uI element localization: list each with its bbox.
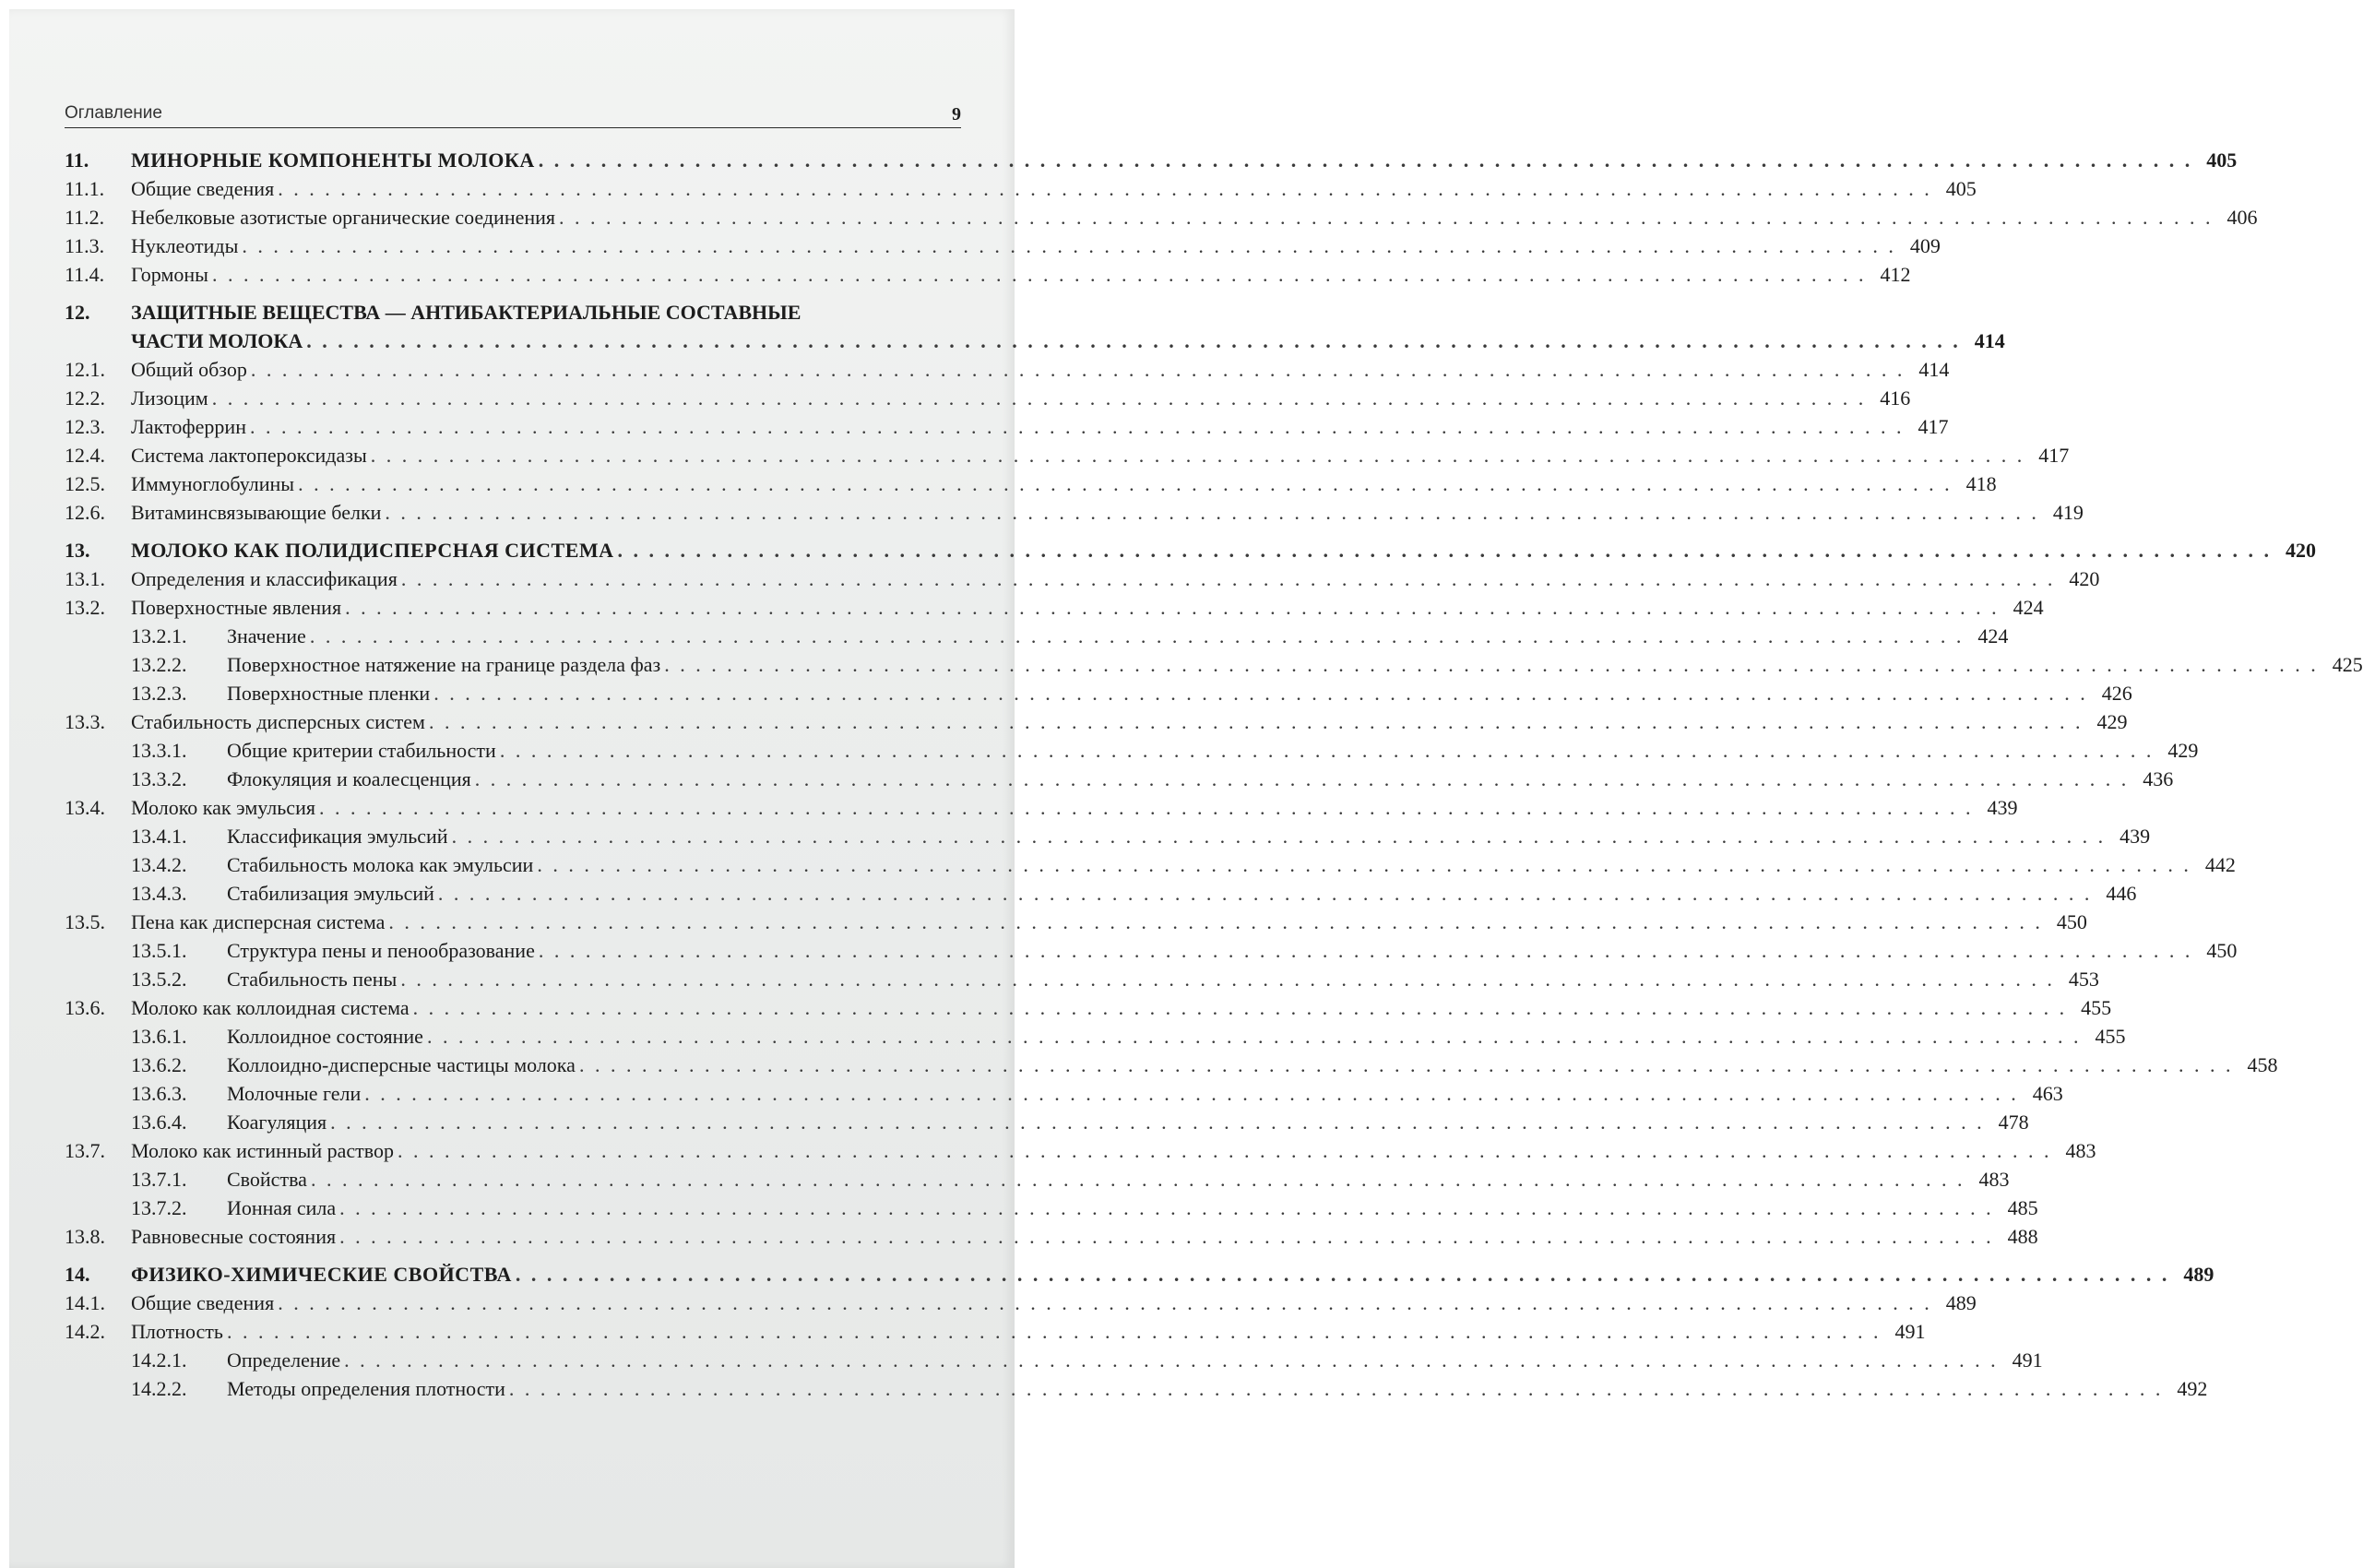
entry-number: 14.1.	[65, 1291, 105, 1314]
dot-leader: . . . . . . . . . . . . . . . . . . . . . . . . . . . . . . . . . . . . . . . . . . . . . . . . . . . . . . . . . . . . . . . . . . . . . . . . . . . . . . . . . . . . . . . . . . . . . . . . . . . . . . . . . .	[559, 206, 2214, 229]
page-ref: 491	[2012, 1348, 2043, 1372]
toc-subentry	[65, 1108, 2029, 1136]
entry-title: Поверхностные пленки	[227, 682, 431, 705]
page-ref: 450	[2056, 910, 2087, 933]
toc-subentry	[65, 1079, 2063, 1108]
entry-number: 13.8.	[65, 1225, 105, 1248]
dot-leader: . . . . . . . . . . . . . . . . . . . . . . . . . . . . . . . . . . . . . . . . . . . . . . . . . . . . . . . . . . . . . . . . . . . . . . . . . . . . . . . . . . . . . . . . . . . . . . . . . . . . . . . . . .	[426, 1025, 2082, 1048]
dot-leader: . . . . . . . . . . . . . . . . . . . . . . . . . . . . . . . . . . . . . . . . . . . . . . . . . . . . . . . . . . . . . . . . . . . . . . . . . . . . . . . . . . . . . . . . . . . . . . . . . . . . . . . . . .	[412, 996, 2068, 1019]
entry-number: 13.7.2.	[131, 1196, 187, 1219]
toc-entry	[65, 355, 1950, 384]
entry-title: Свойства	[227, 1168, 307, 1191]
page-ref: 483	[2065, 1139, 2096, 1162]
entry-title: Определения и классификация	[131, 567, 398, 590]
chapter-title: МИНОРНЫЕ КОМПОНЕНТЫ МОЛОКА	[131, 148, 535, 172]
entry-title: Коллоидно-дисперсные частицы молока	[227, 1053, 576, 1076]
dot-leader: . . . . . . . . . . . . . . . . . . . . . . . . . . . . . . . . . . . . . . . . . . . . . . . . . . . . . . . . . . . . . . . . . . . . . . . . . . . . . . . . . . . . . . . . . . . . . . . . . . . . . . . . . .	[211, 386, 1867, 410]
page-ref: 463	[2032, 1082, 2063, 1105]
dot-leader: . . . . . . . . . . . . . . . . . . . . . . . . . . . . . . . . . . . . . . . . . . . . . . . . . . . . . . . . . . . . . . . . . . . . . . . . . . . . . . . . . . . . . . . . . . . . . . . . . . . . . . . . . .	[309, 624, 1965, 647]
page-ref: 424	[1977, 624, 2009, 647]
page-ref: 439	[2120, 825, 2151, 848]
entry-number: 13.4.3.	[131, 882, 187, 905]
page-ref: 420	[2286, 539, 2317, 562]
chapter-title: ФИЗИКО-ХИМИЧЕСКИЕ СВОЙСТВА	[131, 1263, 512, 1286]
dot-leader: . . . . . . . . . . . . . . . . . . . . . . . . . . . . . . . . . . . . . . . . . . . . . . . . . . . . . . . . . . . . . . . . . . . . . . . . . . . . . . . . . . . . . . . . . . . . . . . . . . . . . . . . . .	[428, 710, 2084, 733]
entry-title: Общие сведения	[131, 177, 275, 200]
dot-leader: . . . . . . . . . . . . . . . . . . . . . . . . . . . . . . . . . . . . . . . . . . . . . . . . . . . . . . . . . . . . . . . . . . . . . . . . . . . . . . . . . . . . . . . . . . . . . . . . . . . . . . . . . .	[508, 1377, 2164, 1400]
toc-entry	[65, 908, 2087, 936]
entry-number: 13.6.1.	[131, 1025, 187, 1048]
entry-title: Плотность	[131, 1320, 223, 1343]
table-of-contents	[65, 146, 2363, 1403]
dot-leader: . . . . . . . . . . . . . . . . . . . . . . . . . . . . . . . . . . . . . . . . . . . . . . . . . . . . . . . . . . . . . . . . . . . . . . . . . . . . . . . . . . . . . . . . . . . . . . . . . . . . . . . . . .	[242, 234, 1896, 257]
entry-number: 13.2.2.	[131, 653, 187, 676]
dot-leader: . . . . . . . . . . . . . . . . . . . . . . . . . . . . . . . . . . . . . . . . . . . . . . . . . . . . . . . . . . . . . . . . . . . . . . . . . . . . . . . . . . . . . . . . . . . . . . . . . . . . . . . . . .	[345, 596, 2000, 619]
dot-leader: . . . . . . . . . . . . . . . . . . . . . . . . . . . . . . . . . . . . . . . . . . . . . . . . . . . . . . . . . . . . . . . . . . . . . . . . . . . . . . . . . . . . . . . . . . . . . . . . . . . . . . . . . .	[617, 539, 2273, 562]
page-ref: 491	[1894, 1320, 1926, 1343]
entry-title: Молоко как эмульсия	[131, 796, 315, 819]
entry-title: Классификация эмульсий	[227, 825, 448, 848]
page-ref: 424	[2013, 596, 2044, 619]
page-ref: 414	[1918, 358, 1950, 381]
page-ref: 405	[1945, 177, 1977, 200]
page-ref: 406	[2226, 206, 2258, 229]
toc-subentry	[65, 622, 2009, 650]
toc-entry	[65, 993, 2112, 1022]
entry-title: Пена как дисперсная система	[131, 910, 386, 933]
entry-title: Равновесные состояния	[131, 1225, 337, 1248]
toc-chapter-13	[65, 536, 2317, 564]
page-ref: 489	[1945, 1291, 1977, 1314]
entry-number: 13.4.2.	[131, 853, 187, 876]
entry-number: 13.5.1.	[131, 939, 187, 962]
page-ref: 417	[2038, 444, 2070, 467]
entry-title: Флокуляция и коалесценция	[227, 767, 471, 790]
toc-entry	[65, 469, 1997, 498]
toc-entry	[65, 593, 2044, 622]
entry-number: 14.2.1.	[131, 1348, 187, 1372]
toc-entry	[65, 384, 1911, 412]
toc-entry	[65, 1222, 2038, 1251]
toc-entry	[65, 793, 2018, 822]
toc-entry	[65, 203, 2258, 232]
dot-leader: . . . . . . . . . . . . . . . . . . . . . . . . . . . . . . . . . . . . . . . . . . . . . . . . . . . . . . . . . . . . . . . . . . . . . . . . . . . . . . . . . . . . . . . . . . . . . . . . . . . . . . . . . .	[433, 682, 2088, 705]
book-page	[9, 9, 2363, 1568]
page-ref: 419	[2052, 501, 2084, 524]
dot-leader: . . . . . . . . . . . . . . . . . . . . . . . . . . . . . . . . . . . . . . . . . . . . . . . . . . . . . . . . . . . . . . . . . . . . . . . . . . . . . . . . . . . . . . . . . . . . . . . . . . . . . . . . . .	[664, 653, 2319, 676]
entry-number: 13.3.1.	[131, 739, 187, 762]
entry-title: Молочные гели	[227, 1082, 362, 1105]
entry-title: Стабильность дисперсных систем	[131, 710, 425, 733]
dot-leader: . . . . . . . . . . . . . . . . . . . . . . . . . . . . . . . . . . . . . . . . . . . . . . . . . . . . . . . . . . . . . . . . . . . . . . . . . . . . . . . . . . . . . . . . . . . . . . . . . . . . . . . . . .	[211, 263, 1867, 286]
dot-leader: . . . . . . . . . . . . . . . . . . . . . . . . . . . . . . . . . . . . . . . . . . . . . . . . . . . . . . . . . . . . . . . . . . . . . . . . . . . . . . . . . . . . . . . . . . . . . . . . . . . . . . . . . .	[400, 968, 2055, 991]
entry-title: Определение	[227, 1348, 341, 1372]
entry-title: Поверхностные явления	[131, 596, 342, 619]
entry-number: 11.2.	[65, 206, 105, 229]
toc-entry	[65, 564, 2100, 593]
page-ref: 442	[2204, 853, 2236, 876]
chapter-title-line1: ЗАЩИТНЫЕ ВЕЩЕСТВА — АНТИБАКТЕРИАЛЬНЫЕ СОСТАВНЫЕ	[131, 301, 802, 324]
toc-entry	[65, 174, 1977, 203]
toc-subentry	[65, 1194, 2038, 1222]
page-ref: 478	[1998, 1111, 2029, 1134]
toc-entry	[65, 412, 1949, 441]
page-ref: 420	[2069, 567, 2100, 590]
entry-title: Стабильность молока как эмульсии	[227, 853, 534, 876]
dot-leader: . . . . . . . . . . . . . . . . . . . . . . . . . . . . . . . . . . . . . . . . . . . . . . . . . . . . . . . . . . . . . . . . . . . . . . . . . . . . . . . . . . . . . . . . . . . . . . . . . . . . . . . . . .	[278, 1291, 1932, 1314]
page-ref: 425	[2332, 653, 2363, 676]
entry-number: 13.7.1.	[131, 1168, 187, 1191]
entry-title: Иммуноглобулины	[131, 472, 295, 495]
toc-subentry	[65, 1051, 2278, 1079]
chapter-number: 13.	[65, 539, 90, 562]
dot-leader: . . . . . . . . . . . . . . . . . . . . . . . . . . . . . . . . . . . . . . . . . . . . . . . . . . . . . . . . . . . . . . . . . . . . . . . . . . . . . . . . . . . . . . . . . . . . . . . . . . . . . . . . . .	[398, 1139, 2052, 1162]
entry-number: 11.3.	[65, 234, 105, 257]
entry-number: 13.7.	[65, 1139, 105, 1162]
entry-title: Методы определения плотности	[227, 1377, 505, 1400]
dot-leader: . . . . . . . . . . . . . . . . . . . . . . . . . . . . . . . . . . . . . . . . . . . . . . . . . . . . . . . . . . . . . . . . . . . . . . . . . . . . . . . . . . . . . . . . . . . . . . . . . . . . . . . . . .	[451, 825, 2107, 848]
dot-leader: . . . . . . . . . . . . . . . . . . . . . . . . . . . . . . . . . . . . . . . . . . . . . . . . . . . . . . . . . . . . . . . . . . . . . . . . . . . . . . . . . . . . . . . . . . . . . . . . . . . . . . . . . .	[278, 177, 1932, 200]
page-ref: 492	[2177, 1377, 2208, 1400]
page-ref: 455	[2081, 996, 2112, 1019]
entry-title: Стабилизация эмульсий	[227, 882, 434, 905]
entry-number: 13.5.	[65, 910, 105, 933]
toc-subentry	[65, 936, 2238, 965]
entry-title: Коагуляция	[227, 1111, 327, 1134]
toc-entry	[65, 260, 1911, 289]
page-ref: 455	[2095, 1025, 2126, 1048]
entry-title: Стабильность пены	[227, 968, 398, 991]
page-ref: 453	[2068, 968, 2099, 991]
entry-number: 14.2.2.	[131, 1377, 187, 1400]
entry-number: 14.2.	[65, 1320, 105, 1343]
page-ref: 446	[2106, 882, 2137, 905]
dot-leader: . . . . . . . . . . . . . . . . . . . . . . . . . . . . . . . . . . . . . . . . . . . . . . . . . . . . . . . . . . . . . . . . . . . . . . . . . . . . . . . . . . . . . . . . . . . . . . . . . . . . . . . . . .	[250, 358, 1906, 381]
entry-number: 13.6.3.	[131, 1082, 187, 1105]
running-head	[65, 100, 961, 128]
entry-title: Молоко как истинный раствор	[131, 1139, 394, 1162]
page-ref: 405	[2206, 148, 2238, 172]
dot-leader: . . . . . . . . . . . . . . . . . . . . . . . . . . . . . . . . . . . . . . . . . . . . . . . . . . . . . . . . . . . . . . . . . . . . . . . . . . . . . . . . . . . . . . . . . . . . . . . . . . . . . . . . . .	[538, 939, 2193, 962]
dot-leader: . . . . . . . . . . . . . . . . . . . . . . . . . . . . . . . . . . . . . . . . . . . . . . . . . . . . . . . . . . . . . . . . . . . . . . . . . . . . . . . . . . . . . . . . . . . . . . . . . . . . . . . . . .	[249, 415, 1905, 438]
page-ref: 426	[2101, 682, 2132, 705]
entry-title: Поверхностное натяжение на границе раздела фаз	[227, 653, 661, 676]
entry-title: Гормоны	[131, 263, 208, 286]
entry-number: 13.5.2.	[131, 968, 187, 991]
dot-leader: . . . . . . . . . . . . . . . . . . . . . . . . . . . . . . . . . . . . . . . . . . . . . . . . . . . . . . . . . . . . . . . . . . . . . . . . . . . . . . . . . . . . . . . . . . . . . . . . . . . . . . . . . .	[370, 444, 2025, 467]
page-ref: 414	[1974, 329, 2005, 352]
toc-subentry	[65, 1374, 2208, 1403]
toc-subentry	[65, 650, 2363, 679]
page-number: 9	[952, 104, 961, 125]
entry-title: Ионная сила	[227, 1196, 337, 1219]
dot-leader: . . . . . . . . . . . . . . . . . . . . . . . . . . . . . . . . . . . . . . . . . . . . . . . . . . . . . . . . . . . . . . . . . . . . . . . . . . . . . . . . . . . . . . . . . . . . . . . . . . . . . . . . . .	[538, 148, 2193, 172]
toc-entry	[65, 441, 2070, 469]
chapter-title: МОЛОКО КАК ПОЛИДИСПЕРСНАЯ СИСТЕМА	[131, 539, 614, 562]
toc-entry	[65, 1289, 1977, 1317]
toc-chapter-12-line1	[65, 298, 961, 327]
toc-chapter-11	[65, 146, 2238, 174]
page-ref: 436	[2143, 767, 2174, 790]
dot-leader: . . . . . . . . . . . . . . . . . . . . . . . . . . . . . . . . . . . . . . . . . . . . . . . . . . . . . . . . . . . . . . . . . . . . . . . . . . . . . . . . . . . . . . . . . . . . . . . . . . . . . . . . . .	[437, 882, 2093, 905]
entry-number: 13.2.3.	[131, 682, 187, 705]
dot-leader: . . . . . . . . . . . . . . . . . . . . . . . . . . . . . . . . . . . . . . . . . . . . . . . . . . . . . . . . . . . . . . . . . . . . . . . . . . . . . . . . . . . . . . . . . . . . . . . . . . . . . . . . . .	[499, 739, 2155, 762]
toc-chapter-14	[65, 1260, 2215, 1289]
chapter-title-line2: ЧАСТИ МОЛОКА	[131, 329, 303, 352]
entry-number: 13.4.1.	[131, 825, 187, 848]
toc-entry	[65, 232, 1941, 260]
dot-leader: . . . . . . . . . . . . . . . . . . . . . . . . . . . . . . . . . . . . . . . . . . . . . . . . . . . . . . . . . . . . . . . . . . . . . . . . . . . . . . . . . . . . . . . . . . . . . . . . . . . . . . . . . .	[515, 1263, 2170, 1286]
page-ref: 439	[1987, 796, 2018, 819]
dot-leader: . . . . . . . . . . . . . . . . . . . . . . . . . . . . . . . . . . . . . . . . . . . . . . . . . . . . . . . . . . . . . . . . . . . . . . . . . . . . . . . . . . . . . . . . . . . . . . . . . . . . . . . . . .	[310, 1168, 1965, 1191]
dot-leader: . . . . . . . . . . . . . . . . . . . . . . . . . . . . . . . . . . . . . . . . . . . . . . . . . . . . . . . . . . . . . . . . . . . . . . . . . . . . . . . . . . . . . . . . . . . . . . . . . . . . . . . . . .	[388, 910, 2043, 933]
entry-title: Коллоидное состояние	[227, 1025, 423, 1048]
entry-number: 13.2.	[65, 596, 105, 619]
dot-leader: . . . . . . . . . . . . . . . . . . . . . . . . . . . . . . . . . . . . . . . . . . . . . . . . . . . . . . . . . . . . . . . . . . . . . . . . . . . . . . . . . . . . . . . . . . . . . . . . . . . . . . . . . .	[537, 853, 2191, 876]
entry-number: 12.3.	[65, 415, 105, 438]
entry-number: 13.3.	[65, 710, 105, 733]
dot-leader: . . . . . . . . . . . . . . . . . . . . . . . . . . . . . . . . . . . . . . . . . . . . . . . . . . . . . . . . . . . . . . . . . . . . . . . . . . . . . . . . . . . . . . . . . . . . . . . . . . . . . . . . . .	[339, 1196, 1994, 1219]
entry-title: Общие критерии стабильности	[227, 739, 496, 762]
entry-number: 13.4.	[65, 796, 105, 819]
toc-subentry	[65, 679, 2132, 707]
page-ref: 458	[2247, 1053, 2278, 1076]
dot-leader: . . . . . . . . . . . . . . . . . . . . . . . . . . . . . . . . . . . . . . . . . . . . . . . . . . . . . . . . . . . . . . . . . . . . . . . . . . . . . . . . . . . . . . . . . . . . . . . . . . . . . . . . . .	[298, 472, 1953, 495]
dot-leader: . . . . . . . . . . . . . . . . . . . . . . . . . . . . . . . . . . . . . . . . . . . . . . . . . . . . . . . . . . . . . . . . . . . . . . . . . . . . . . . . . . . . . . . . . . . . . . . . . . . . . . . . . .	[364, 1082, 2019, 1105]
toc-subentry	[65, 822, 2151, 850]
page-ref: 488	[2007, 1225, 2038, 1248]
page-ref: 450	[2206, 939, 2238, 962]
toc-chapter-12-line2	[65, 327, 2005, 355]
dot-leader: . . . . . . . . . . . . . . . . . . . . . . . . . . . . . . . . . . . . . . . . . . . . . . . . . . . . . . . . . . . . . . . . . . . . . . . . . . . . . . . . . . . . . . . . . . . . . . . . . . . . . . . . . .	[474, 767, 2130, 790]
toc-entry	[65, 1317, 1926, 1346]
entry-number: 13.6.4.	[131, 1111, 187, 1134]
entry-title: Структура пены и пенообразование	[227, 939, 535, 962]
dot-leader: . . . . . . . . . . . . . . . . . . . . . . . . . . . . . . . . . . . . . . . . . . . . . . . . . . . . . . . . . . . . . . . . . . . . . . . . . . . . . . . . . . . . . . . . . . . . . . . . . . . . . . . . . .	[306, 329, 1961, 352]
toc-subentry	[65, 765, 2174, 793]
page-ref: 489	[2183, 1263, 2215, 1286]
toc-entry	[65, 498, 2084, 527]
toc-subentry	[65, 736, 2199, 765]
toc-subentry	[65, 850, 2236, 879]
toc-subentry	[65, 1346, 2043, 1374]
chapter-number: 11.	[65, 148, 89, 172]
page-ref: 416	[1880, 386, 1911, 410]
entry-number: 13.2.1.	[131, 624, 187, 647]
chapter-number: 12.	[65, 301, 90, 324]
entry-title: Нуклеотиды	[131, 234, 239, 257]
dot-leader: . . . . . . . . . . . . . . . . . . . . . . . . . . . . . . . . . . . . . . . . . . . . . . . . . . . . . . . . . . . . . . . . . . . . . . . . . . . . . . . . . . . . . . . . . . . . . . . . . . . . . . . . . .	[400, 567, 2056, 590]
dot-leader: . . . . . . . . . . . . . . . . . . . . . . . . . . . . . . . . . . . . . . . . . . . . . . . . . . . . . . . . . . . . . . . . . . . . . . . . . . . . . . . . . . . . . . . . . . . . . . . . . . . . . . . . . .	[578, 1053, 2234, 1076]
entry-number: 12.6.	[65, 501, 105, 524]
dot-leader: . . . . . . . . . . . . . . . . . . . . . . . . . . . . . . . . . . . . . . . . . . . . . . . . . . . . . . . . . . . . . . . . . . . . . . . . . . . . . . . . . . . . . . . . . . . . . . . . . . . . . . . . . .	[385, 501, 2039, 524]
page-ref: 418	[1965, 472, 1997, 495]
entry-title: Небелковые азотистые органические соединения	[131, 206, 556, 229]
entry-title: Лизоцим	[131, 386, 208, 410]
toc-subentry	[65, 879, 2137, 908]
dot-leader: . . . . . . . . . . . . . . . . . . . . . . . . . . . . . . . . . . . . . . . . . . . . . . . . . . . . . . . . . . . . . . . . . . . . . . . . . . . . . . . . . . . . . . . . . . . . . . . . . . . . . . . . . .	[330, 1111, 1985, 1134]
entry-number: 13.6.2.	[131, 1053, 187, 1076]
entry-number: 12.4.	[65, 444, 105, 467]
toc-subentry	[65, 965, 2099, 993]
entry-number: 11.1.	[65, 177, 105, 200]
page-ref: 429	[2096, 710, 2128, 733]
entry-title: Лактоферрин	[131, 415, 246, 438]
chapter-number: 14.	[65, 1263, 90, 1286]
page-ref: 417	[1918, 415, 1949, 438]
toc-subentry	[65, 1022, 2126, 1051]
entry-number: 13.6.	[65, 996, 105, 1019]
page-ref: 429	[2167, 739, 2199, 762]
dot-leader: . . . . . . . . . . . . . . . . . . . . . . . . . . . . . . . . . . . . . . . . . . . . . . . . . . . . . . . . . . . . . . . . . . . . . . . . . . . . . . . . . . . . . . . . . . . . . . . . . . . . . . . . . .	[339, 1225, 1994, 1248]
entry-title: Общие сведения	[131, 1291, 275, 1314]
toc-entry	[65, 1136, 2096, 1165]
page-ref: 483	[1978, 1168, 2010, 1191]
entry-title: Общий обзор	[131, 358, 247, 381]
entry-number: 13.3.2.	[131, 767, 187, 790]
dot-leader: . . . . . . . . . . . . . . . . . . . . . . . . . . . . . . . . . . . . . . . . . . . . . . . . . . . . . . . . . . . . . . . . . . . . . . . . . . . . . . . . . . . . . . . . . . . . . . . . . . . . . . . . . .	[226, 1320, 1882, 1343]
page-ref: 409	[1909, 234, 1941, 257]
entry-title: Молоко как коллоидная система	[131, 996, 410, 1019]
entry-number: 11.4.	[65, 263, 105, 286]
entry-number: 12.1.	[65, 358, 105, 381]
dot-leader: . . . . . . . . . . . . . . . . . . . . . . . . . . . . . . . . . . . . . . . . . . . . . . . . . . . . . . . . . . . . . . . . . . . . . . . . . . . . . . . . . . . . . . . . . . . . . . . . . . . . . . . . . .	[318, 796, 1974, 819]
dot-leader: . . . . . . . . . . . . . . . . . . . . . . . . . . . . . . . . . . . . . . . . . . . . . . . . . . . . . . . . . . . . . . . . . . . . . . . . . . . . . . . . . . . . . . . . . . . . . . . . . . . . . . . . . .	[344, 1348, 1999, 1372]
page-ref: 485	[2007, 1196, 2038, 1219]
entry-number: 13.1.	[65, 567, 105, 590]
page-ref: 412	[1880, 263, 1911, 286]
running-head-title: Оглавление	[65, 103, 162, 123]
entry-title: Значение	[227, 624, 306, 647]
entry-number: 12.2.	[65, 386, 105, 410]
toc-subentry	[65, 1165, 2010, 1194]
toc-entry	[65, 707, 2128, 736]
entry-title: Система лактопероксидазы	[131, 444, 367, 467]
entry-title: Витаминсвязывающие белки	[131, 501, 382, 524]
entry-number: 12.5.	[65, 472, 105, 495]
